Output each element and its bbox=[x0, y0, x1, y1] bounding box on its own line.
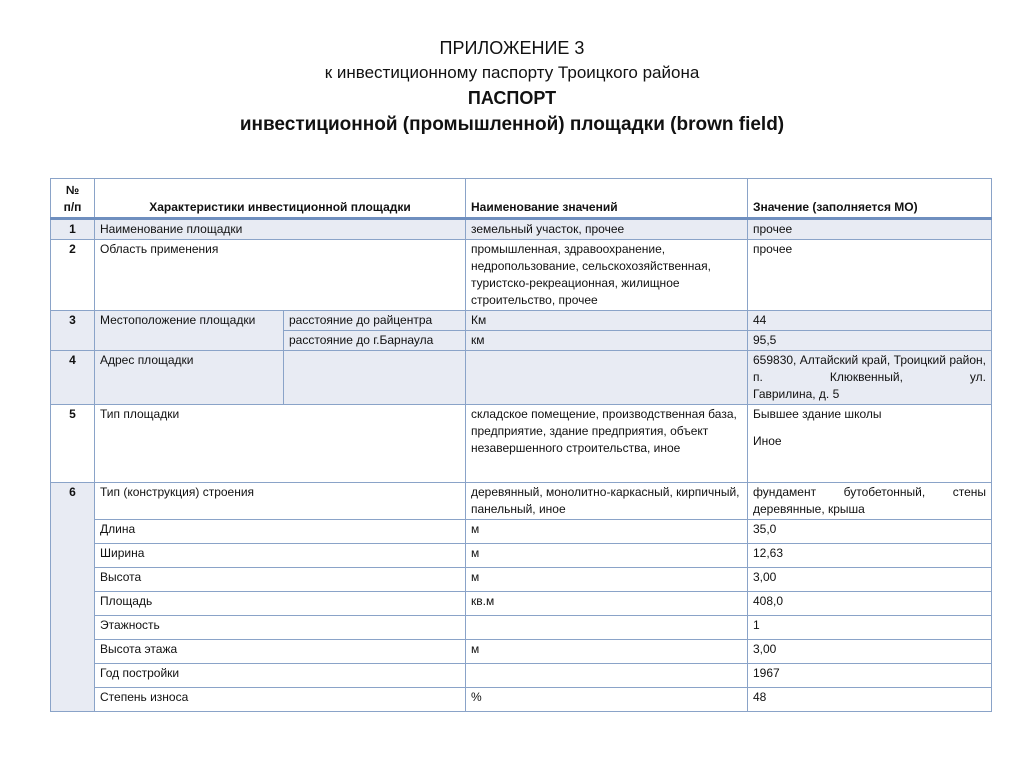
table-row bbox=[51, 616, 992, 640]
row-value-names: кв.м bbox=[466, 592, 748, 616]
row-characteristic: Степень износа bbox=[95, 688, 466, 712]
row-characteristic: Длина bbox=[95, 520, 466, 544]
row-empty-cell bbox=[284, 351, 466, 405]
table-row bbox=[51, 640, 992, 664]
row-num: 3 bbox=[51, 311, 95, 351]
appendix-label: ПРИЛОЖЕНИЕ 3 bbox=[439, 38, 585, 58]
row-characteristic: Этажность bbox=[95, 616, 466, 640]
row-value-names: складское помещение, производственная база, предприятие, здание предприятия, объект незавершенного строительства, иное bbox=[466, 405, 748, 483]
row-characteristic: Ширина bbox=[95, 544, 466, 568]
passport-title: ПАСПОРТ bbox=[467, 88, 557, 108]
row-value: 408,0 bbox=[748, 592, 992, 616]
row-characteristic: Год постройки bbox=[95, 664, 466, 688]
table-row bbox=[51, 592, 992, 616]
header-value: Значение (заполняется МО) bbox=[748, 179, 992, 219]
table-row bbox=[51, 483, 992, 520]
address-last-line: Гаврилина, д. 5 bbox=[753, 387, 840, 401]
row-value-names bbox=[466, 664, 748, 688]
table-row bbox=[51, 544, 992, 568]
row-characteristic: Площадь bbox=[95, 592, 466, 616]
row-num: 2 bbox=[51, 240, 95, 311]
table-row bbox=[51, 405, 992, 483]
row-value: прочее bbox=[748, 219, 992, 240]
row-value bbox=[748, 483, 992, 520]
passport-table bbox=[50, 178, 992, 712]
row-num: 4 bbox=[51, 351, 95, 405]
table-row bbox=[51, 219, 992, 240]
passport-subtitle: инвестиционной (промышленной) площадки (brown field) bbox=[239, 114, 785, 135]
row-value-names bbox=[466, 616, 748, 640]
structure-text: фундамент бутобетонный, стены bbox=[753, 485, 986, 499]
row-value-names: км bbox=[466, 331, 748, 351]
address-text: 659830, Алтайский край, Троицкий район, п. Клюквенный, ул. bbox=[753, 353, 986, 384]
row-value: 48 bbox=[748, 688, 992, 712]
table-row bbox=[51, 568, 992, 592]
row-value-names: Км bbox=[466, 311, 748, 331]
row-value: 12,63 bbox=[748, 544, 992, 568]
row-value-line1: Бывшее здание школы bbox=[753, 407, 882, 421]
table-row bbox=[51, 520, 992, 544]
row-value: 1967 bbox=[748, 664, 992, 688]
row-value-names: % bbox=[466, 688, 748, 712]
table-header-row bbox=[51, 179, 992, 219]
row-characteristic: Местоположение площадки bbox=[95, 311, 284, 351]
row-value bbox=[748, 351, 992, 405]
header-num-line1: № bbox=[65, 183, 80, 197]
header-subtitle: к инвестиционному паспорту Троицкого района bbox=[324, 63, 700, 82]
table-row bbox=[51, 688, 992, 712]
row-value-line2: Иное bbox=[753, 434, 782, 448]
row-value-names: м bbox=[466, 544, 748, 568]
row-num: 1 bbox=[51, 219, 95, 240]
row-value: 44 bbox=[748, 311, 992, 331]
row-sub-label: расстояние до райцентра bbox=[284, 311, 466, 331]
row-characteristic: Область применения bbox=[95, 240, 466, 311]
header-characteristics: Характеристики инвестиционной площадки bbox=[95, 179, 466, 219]
row-value: прочее bbox=[748, 240, 992, 311]
row-characteristic: Высота bbox=[95, 568, 466, 592]
row-value-names: м bbox=[466, 640, 748, 664]
row-value-names: промышленная, здравоохранение, недропользование, сельскохозяйственная, туристско-рекреационная, жилищное строительство, прочее bbox=[466, 240, 748, 311]
table-row bbox=[51, 240, 992, 311]
table-row bbox=[51, 311, 992, 331]
row-num: 5 bbox=[51, 405, 95, 483]
header-value-names: Наименование значений bbox=[466, 179, 748, 219]
document-header bbox=[0, 36, 1024, 139]
row-value: 95,5 bbox=[748, 331, 992, 351]
row-value: 35,0 bbox=[748, 520, 992, 544]
row-value: 3,00 bbox=[748, 568, 992, 592]
row-value-names: деревянный, монолитно-каркасный, кирпичный, панельный, иное bbox=[466, 483, 748, 520]
row-characteristic: Адрес площадки bbox=[95, 351, 284, 405]
row-characteristic: Наименование площадки bbox=[95, 219, 466, 240]
header-num bbox=[51, 179, 95, 219]
row-sub-label: расстояние до г.Барнаула bbox=[284, 331, 466, 351]
row-characteristic: Тип площадки bbox=[95, 405, 466, 483]
row-value: 1 bbox=[748, 616, 992, 640]
row-value-names: м bbox=[466, 520, 748, 544]
table-row bbox=[51, 664, 992, 688]
row-value: 3,00 bbox=[748, 640, 992, 664]
row-empty-cell bbox=[466, 351, 748, 405]
row-value bbox=[748, 405, 992, 483]
header-num-line2: п/п bbox=[63, 200, 82, 214]
structure-last-line: деревянные, крыша bbox=[753, 502, 865, 516]
row-value-names: земельный участок, прочее bbox=[466, 219, 748, 240]
row-characteristic: Высота этажа bbox=[95, 640, 466, 664]
row-num: 6 bbox=[51, 483, 95, 712]
row-characteristic: Тип (конструкция) строения bbox=[95, 483, 466, 520]
row-value-names: м bbox=[466, 568, 748, 592]
table-row bbox=[51, 351, 992, 405]
